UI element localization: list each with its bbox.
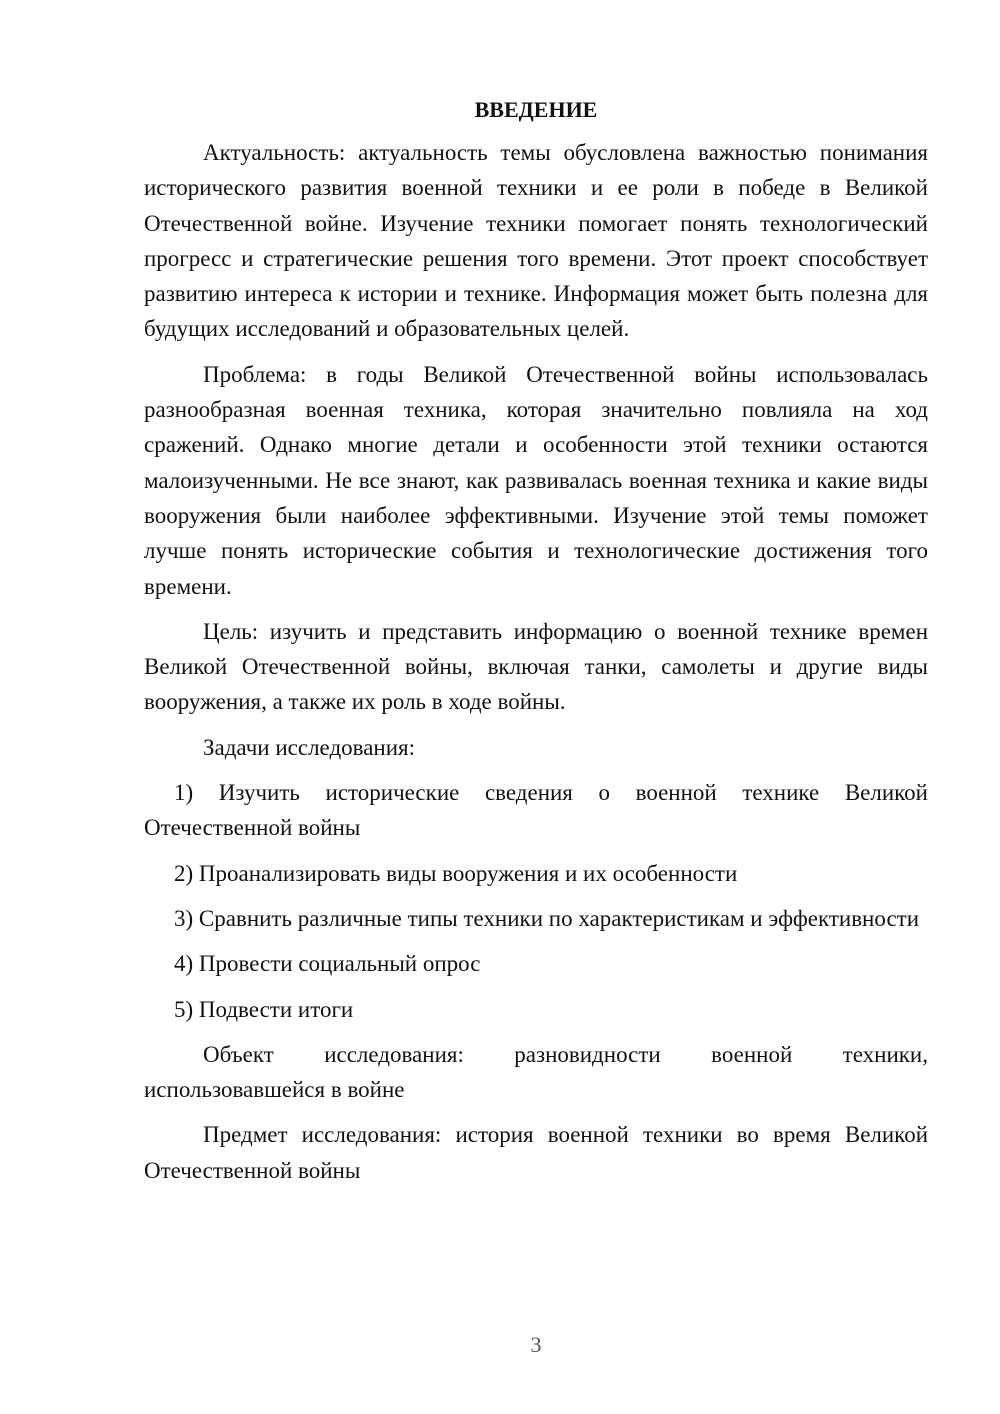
task-item-4: 4) Провести социальный опрос [174, 951, 481, 977]
task-item-3: 3) Сравнить различные типы техники по характеристикам и эффективности [174, 905, 920, 931]
task-item-5: 5) Подвести итоги [174, 996, 354, 1022]
section-title: ВВЕДЕНИЕ [474, 97, 598, 122]
page-number: 3 [530, 1332, 542, 1357]
page-content [144, 92, 928, 1198]
goal-paragraph: Цель: изучить и представить информацию о военной технике времен Великой Отечественной войны, включая танки, самолеты и другие виды вооружения, а также их роль в ходе войны. [144, 618, 928, 715]
task-item-2: 2) Проанализировать виды вооружения и их особенности [174, 860, 738, 886]
task-item-1: 1) Изучить исторические сведения о военной технике Великой Отечественной войны [144, 780, 928, 841]
problem-paragraph: Проблема: в годы Великой Отечественной войны использовалась разнообразная военная техника, которая значительно повлияла на ход сражений. Однако многие детали и особенности этой техники остаются малоизученными. Не все знают, как развивалась военная техника и какие виды вооружения были наиболее эффективными. Изучение этой темы поможет лучше понять исторические события и технологические достижения того времени. [144, 361, 928, 599]
relevance-paragraph: Актуальность: актуальность темы обусловлена важностью понимания исторического развития военной техники и ее роли в победе в Великой Отечественной войне. Изучение техники помогает понять технологический прогресс и стратегические решения того времени. Этот проект способствует развитию интереса к истории и технике. Информация может быть полезна для будущих исследований и образовательных целей. [144, 140, 928, 342]
research-object-paragraph: Объект исследования: разновидности военной техники, использовавшейся в войне [144, 1041, 928, 1103]
research-subject-paragraph: Предмет исследования: история военной техники во время Великой Отечественной войны [144, 1122, 928, 1183]
tasks-heading: Задачи исследования: [203, 734, 416, 760]
